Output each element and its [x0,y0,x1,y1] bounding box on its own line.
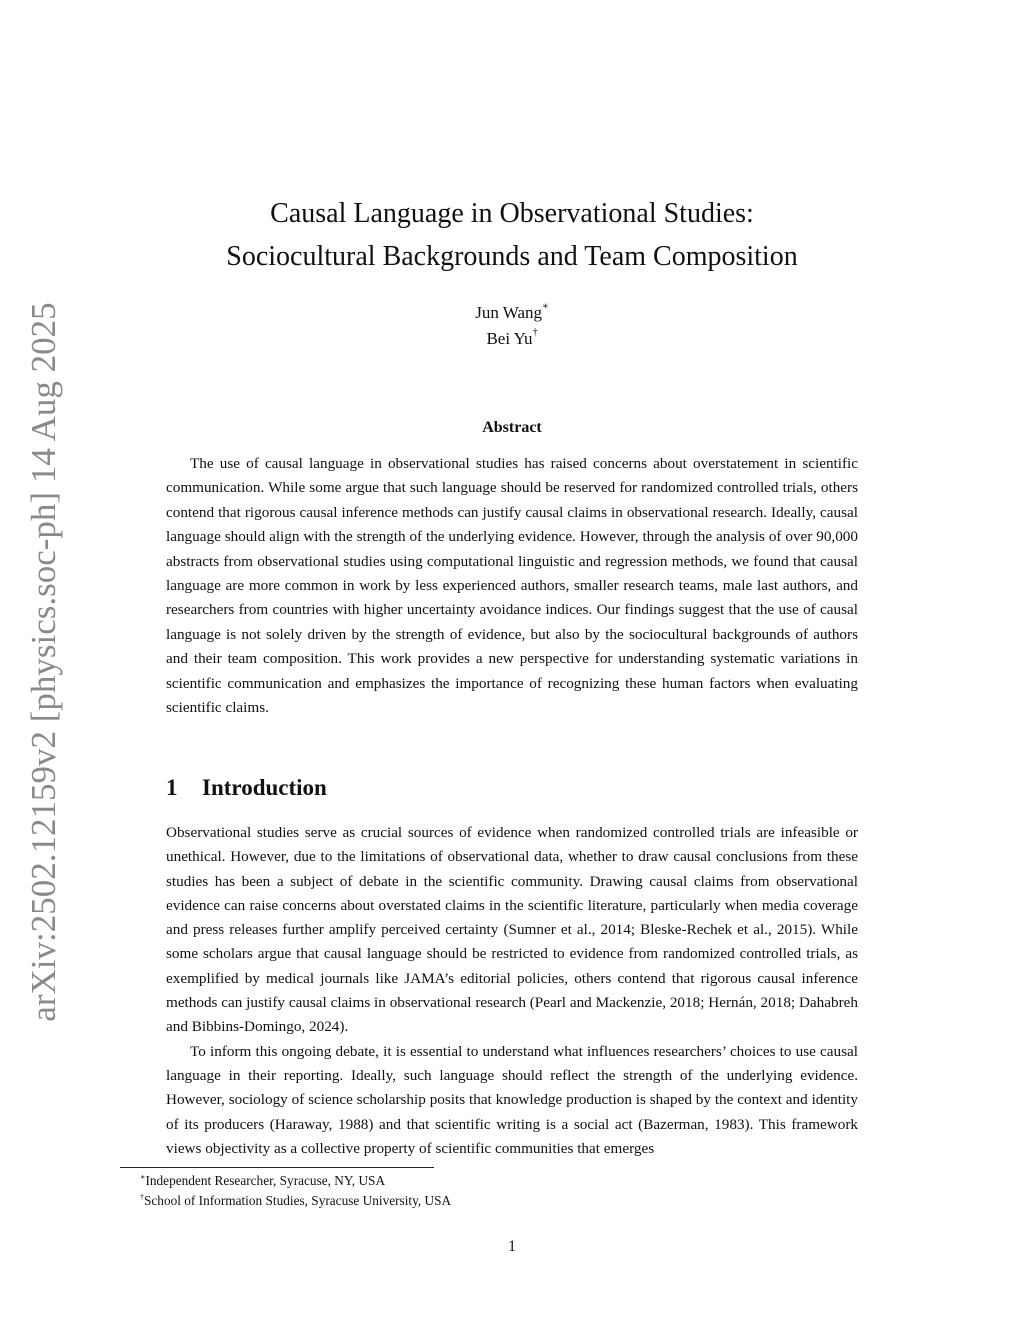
section-number: 1 [166,775,178,800]
title-line-2: Sociocultural Backgrounds and Team Composition [226,241,798,272]
author [160,326,864,352]
author-name: Jun Wang [475,303,542,322]
footnotes [140,1171,840,1211]
page-number: 1 [508,1238,516,1255]
footnote-mark: ∗ [140,1172,146,1182]
paragraph: To inform this ongoing debate, it is essential to understand what influences researchers’ choices to use causal language in their reporting. Ideally, such language should reflect the strength of the underlying evidence. However, sociology of science scholarship posits that knowledge production is shaped by the context and identity of its producers (Haraway, 1988) and that scientific writing is a social act (Bazerman, 1983). This framework views objectivity as a collective property of scientific communities that emerges [166,1042,858,1157]
footnote [140,1171,840,1191]
footnote-mark: † [140,1192,144,1202]
section-heading [166,772,327,804]
footnote-divider [120,1167,434,1168]
abstract-text: The use of causal language in observational studies has raised concerns about overstatement in scientific communication. While some argue that such language should be reserved for randomized controlled trials, others contend that rigorous causal inference methods can justify causal claims in observational research. Ideally, causal language should align with the strength of the underlying evidence. However, through the analysis of over 90,000 abstracts from observational studies using computational linguistic and regression methods, we found that causal language are more common in work by less experienced authors, smaller research teams, male last authors, and researchers from countries with higher uncertainty avoidance indices. Our findings suggest that the use of causal language is not solely driven by the strength of evidence, but also by the sociocultural backgrounds of authors and their team composition. This work provides a new perspective for understanding systematic variations in scientific communication and emphasizes the importance of recognizing these human factors when evaluating scientific claims. [166,455,858,717]
author-list [160,300,864,352]
introduction-body [166,821,858,1161]
paper-title [160,192,864,278]
author-footnote-mark: † [532,327,538,339]
title-line-1: Causal Language in Observational Studies: [270,198,754,229]
footnote [140,1191,840,1211]
footnote-text: School of Information Studies, Syracuse University, USA [144,1193,452,1208]
author-name: Bei Yu [486,329,533,348]
author-footnote-mark: ∗ [542,301,549,313]
abstract-heading: Abstract [482,419,542,436]
paragraph: Observational studies serve as crucial sources of evidence when randomized controlled trials are infeasible or unethical. However, due to the limitations of observational data, whether to draw causal conclusions from these studies has been a subject of debate in the scientific community. Drawing causal claims from observational evidence can raise concerns about overstated claims in the scientific literature, particularly when media coverage and press releases further amplify perceived certainty (Sumner et al., 2014; Bleske-Rechek et al., 2015). While some scholars argue that causal language should be restricted to evidence from randomized controlled trials, as exemplified by medical journals like JAMA’s editorial policies, others contend that rigorous causal inference methods can justify causal claims in observational research (Pearl and Mackenzie, 2018; Hernán, 2018; Dahabreh and Bibbins-Domingo, 2024). [166,824,858,1036]
section-title: Introduction [202,775,327,800]
footnote-text: Independent Researcher, Syracuse, NY, USA [145,1173,386,1188]
arxiv-identifier: arXiv:2502.12159v2 [physics.soc-ph] 14 Aug 2025 [24,302,63,1022]
author [160,300,864,326]
